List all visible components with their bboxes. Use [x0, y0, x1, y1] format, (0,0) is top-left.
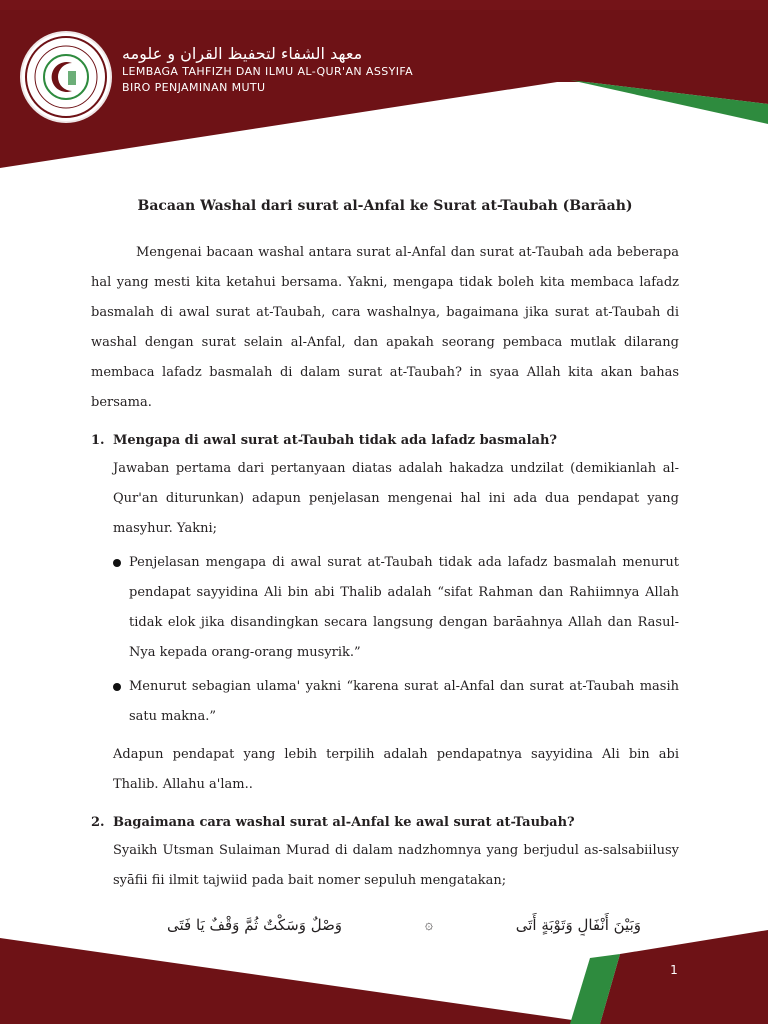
division-name: BIRO PENJAMINAN MUTU	[122, 81, 266, 94]
list-item	[113, 672, 679, 732]
bullet-text: Menurut sebagian ulama' yakni “karena surat al-Anfal dan surat at-Taubah masih satu makna.”	[129, 679, 679, 724]
question-1-conclusion: Adapun pendapat yang lebih terpilih adalah pendapatnya sayyidina Ali bin abi Thalib. Allahu a'lam..	[113, 747, 679, 792]
question-text: Mengapa di awal surat at-Taubah tidak ada lafadz basmalah?	[113, 433, 558, 448]
bullet-icon	[113, 672, 129, 732]
question-text: Bagaimana cara washal surat al-Anfal ke awal surat at-Taubah?	[113, 815, 575, 830]
crescent-quran-emblem-icon	[22, 33, 110, 121]
question-1-heading	[91, 428, 679, 454]
institution-logo	[22, 33, 110, 121]
institution-name: LEMBAGA TAHFIZH DAN ILMU AL-QUR'AN ASSYIFA	[122, 65, 414, 78]
document-title: Bacaan Washal dari surat al-Anfal ke Surat at-Taubah (Barāah)	[137, 198, 633, 214]
bullet-icon	[113, 548, 129, 668]
question-1-answer: Jawaban pertama dari pertanyaan diatas adalah hakadza undzilat (demikianlah al-Qur'an diturunkan) adapun penjelasan mengenai hal ini ada dua pendapat yang masyhur. Yakni;	[113, 461, 679, 536]
header-text	[122, 44, 413, 96]
verse-first-half: وَبَيْنَ أَنْفَالٍ وَتَوْبَةٍ أَتَى	[515, 916, 641, 934]
question-2-answer: Syaikh Utsman Sulaiman Murad di dalam nadzhomnya yang berjudul as-salsabiilusy syāfii fii ilmit tajwiid pada bait nomer sepuluh mengatakan;	[113, 843, 679, 888]
arabic-institution-name: معهد الشفاء لتحفيظ القران و علومه	[122, 44, 363, 63]
document-body	[91, 194, 679, 940]
bullet-text: Penjelasan mengapa di awal surat at-Taubah tidak ada lafadz basmalah menurut pendapat sayyidina Ali bin abi Thalib adalah “sifat Rahman dan Rahiimnya Allah tidak elok jika disandingkan secara langsung dengan barāahnya Allah dan Rasul-Nya kepada orang-orang musyrik.”	[129, 555, 679, 660]
question-number: 1.	[91, 433, 105, 448]
question-2-heading	[91, 810, 679, 836]
intro-paragraph: Mengenai bacaan washal antara surat al-Anfal dan surat at-Taubah ada beberapa hal yang mesti kita ketahui bersama. Yakni, mengapa tidak boleh kita membaca lafadz basmalah di awal surat at-Taubah, cara washalnya, bagaimana jika surat at-Taubah di washal dengan surat selain al-Anfal, dan apakah seorang pembaca mutlak dilarang membaca lafadz basmalah di dalam surat at-Taubah? in syaa Allah kita akan bahas bersama.	[91, 245, 679, 410]
footer-banner	[0, 928, 768, 1024]
list-item	[113, 548, 679, 668]
page-number: 1	[670, 963, 678, 977]
verse-separator-icon: ۞	[424, 917, 433, 933]
verse-second-half: وَصْلٌ وَسَكْتٌ ثُمَّ وَقْفٌ يَا فَتَى	[167, 916, 343, 934]
question-number: 2.	[91, 815, 105, 830]
